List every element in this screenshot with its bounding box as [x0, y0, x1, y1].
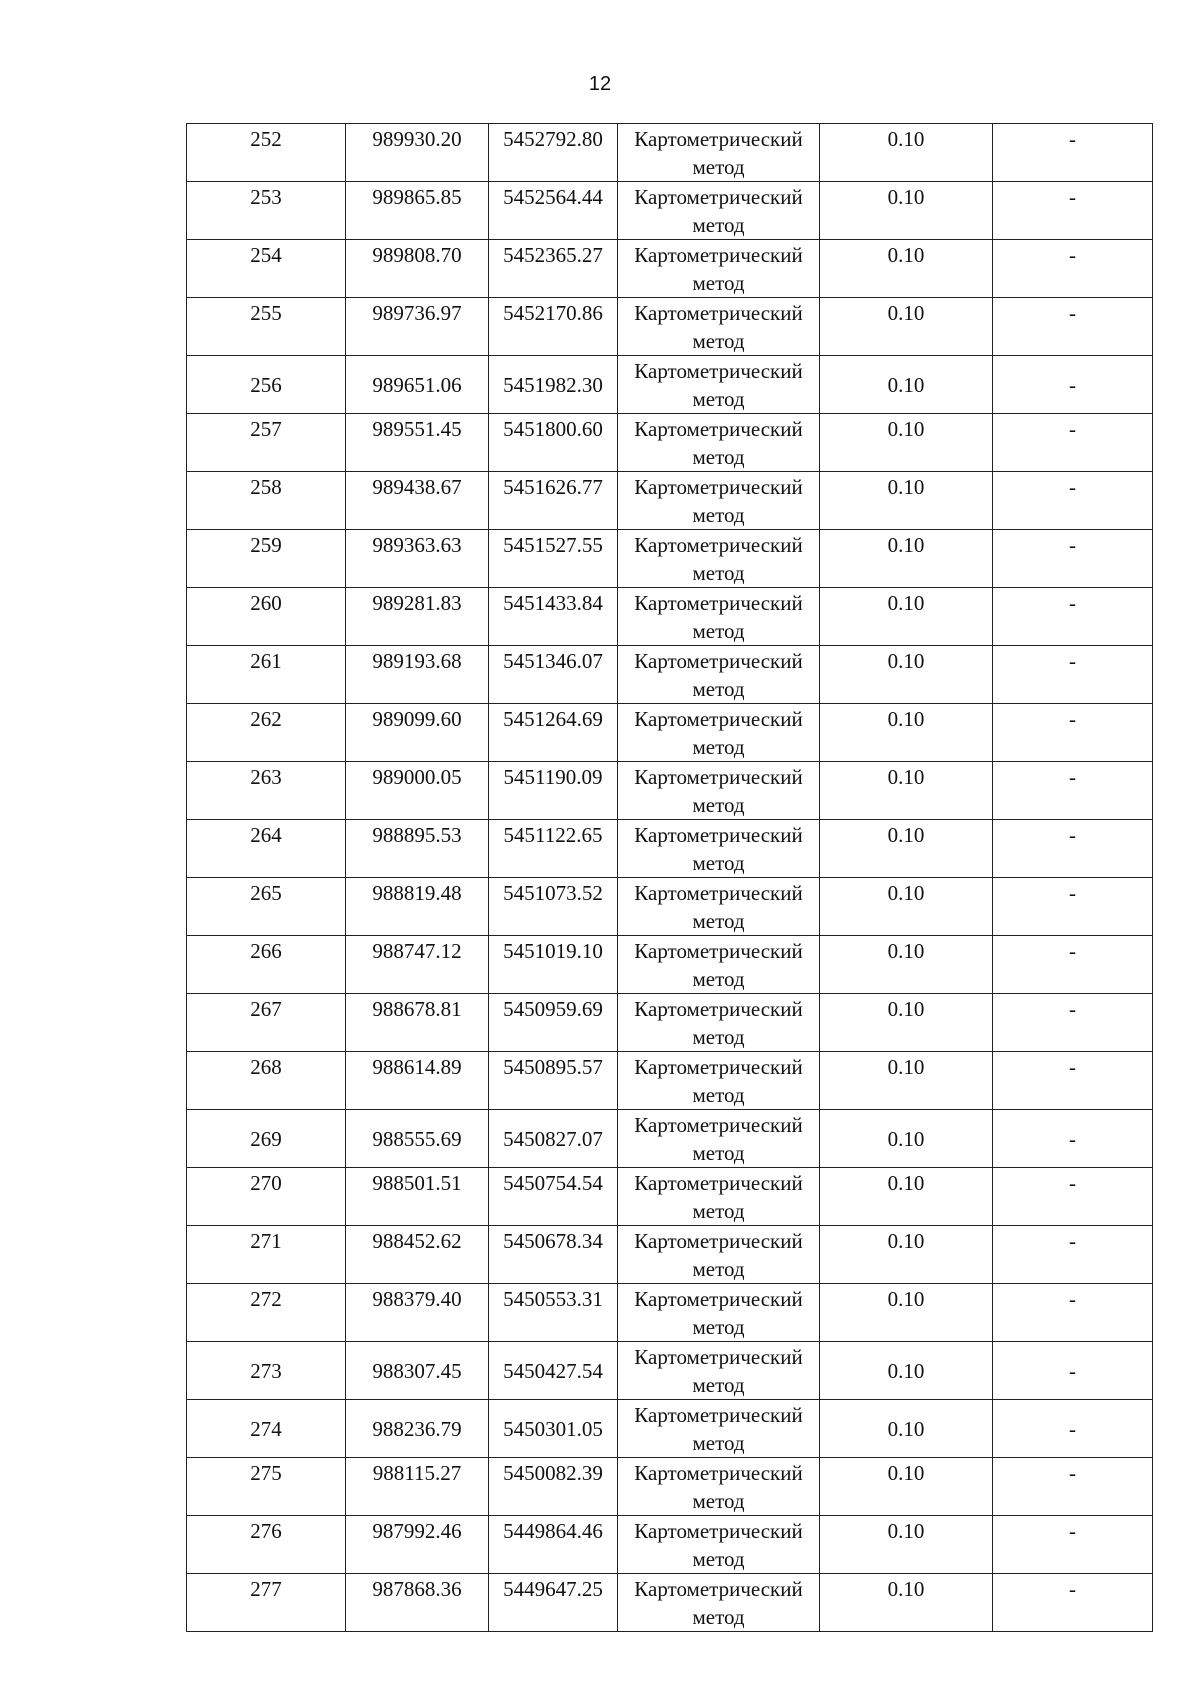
table-row	[187, 124, 1153, 182]
note-cell: -	[993, 1342, 1153, 1400]
accuracy-cell: 0.10	[820, 1284, 993, 1342]
table-row	[187, 1516, 1153, 1574]
table-row	[187, 762, 1153, 820]
note-cell: -	[993, 356, 1153, 414]
table-row	[187, 994, 1153, 1052]
point-number-cell: 260	[187, 588, 346, 646]
note-cell: -	[993, 820, 1153, 878]
table-row	[187, 1052, 1153, 1110]
coordinates-table-body	[187, 124, 1153, 1632]
table-row	[187, 298, 1153, 356]
note-cell: -	[993, 414, 1153, 472]
accuracy-cell: 0.10	[820, 240, 993, 298]
y-coordinate-cell: 5452365.27	[489, 240, 618, 298]
accuracy-cell: 0.10	[820, 1574, 993, 1632]
accuracy-cell: 0.10	[820, 762, 993, 820]
point-number-cell: 258	[187, 472, 346, 530]
point-number-cell: 268	[187, 1052, 346, 1110]
x-coordinate-cell: 987992.46	[346, 1516, 489, 1574]
y-coordinate-cell: 5452792.80	[489, 124, 618, 182]
x-coordinate-cell: 989438.67	[346, 472, 489, 530]
table-row	[187, 240, 1153, 298]
accuracy-cell: 0.10	[820, 1052, 993, 1110]
x-coordinate-cell: 989865.85	[346, 182, 489, 240]
table-row	[187, 588, 1153, 646]
method-cell: Картометрический метод	[618, 1110, 820, 1168]
accuracy-cell: 0.10	[820, 530, 993, 588]
note-cell: -	[993, 704, 1153, 762]
point-number-cell: 265	[187, 878, 346, 936]
x-coordinate-cell: 988236.79	[346, 1400, 489, 1458]
x-coordinate-cell: 988819.48	[346, 878, 489, 936]
x-coordinate-cell: 988555.69	[346, 1110, 489, 1168]
y-coordinate-cell: 5450553.31	[489, 1284, 618, 1342]
x-coordinate-cell: 988115.27	[346, 1458, 489, 1516]
method-cell: Картометрический метод	[618, 1052, 820, 1110]
table-row	[187, 356, 1153, 414]
method-cell: Картометрический метод	[618, 994, 820, 1052]
point-number-cell: 262	[187, 704, 346, 762]
y-coordinate-cell: 5450427.54	[489, 1342, 618, 1400]
note-cell: -	[993, 182, 1153, 240]
table-row	[187, 1284, 1153, 1342]
accuracy-cell: 0.10	[820, 1342, 993, 1400]
x-coordinate-cell: 989363.63	[346, 530, 489, 588]
accuracy-cell: 0.10	[820, 1226, 993, 1284]
note-cell: -	[993, 1110, 1153, 1168]
accuracy-cell: 0.10	[820, 994, 993, 1052]
point-number-cell: 272	[187, 1284, 346, 1342]
method-cell: Картометрический метод	[618, 1400, 820, 1458]
note-cell: -	[993, 124, 1153, 182]
y-coordinate-cell: 5452170.86	[489, 298, 618, 356]
y-coordinate-cell: 5450827.07	[489, 1110, 618, 1168]
y-coordinate-cell: 5451190.09	[489, 762, 618, 820]
x-coordinate-cell: 989736.97	[346, 298, 489, 356]
note-cell: -	[993, 1458, 1153, 1516]
x-coordinate-cell: 988895.53	[346, 820, 489, 878]
method-cell: Картометрический метод	[618, 1458, 820, 1516]
x-coordinate-cell: 988678.81	[346, 994, 489, 1052]
x-coordinate-cell: 988501.51	[346, 1168, 489, 1226]
x-coordinate-cell: 987868.36	[346, 1574, 489, 1632]
accuracy-cell: 0.10	[820, 414, 993, 472]
y-coordinate-cell: 5451019.10	[489, 936, 618, 994]
y-coordinate-cell: 5451800.60	[489, 414, 618, 472]
x-coordinate-cell: 988452.62	[346, 1226, 489, 1284]
note-cell: -	[993, 762, 1153, 820]
note-cell: -	[993, 588, 1153, 646]
point-number-cell: 270	[187, 1168, 346, 1226]
table-row	[187, 936, 1153, 994]
accuracy-cell: 0.10	[820, 182, 993, 240]
point-number-cell: 274	[187, 1400, 346, 1458]
accuracy-cell: 0.10	[820, 1400, 993, 1458]
method-cell: Картометрический метод	[618, 1226, 820, 1284]
y-coordinate-cell: 5451527.55	[489, 530, 618, 588]
table-row	[187, 1458, 1153, 1516]
method-cell: Картометрический метод	[618, 762, 820, 820]
point-number-cell: 271	[187, 1226, 346, 1284]
table-row	[187, 530, 1153, 588]
accuracy-cell: 0.10	[820, 820, 993, 878]
point-number-cell: 267	[187, 994, 346, 1052]
point-number-cell: 264	[187, 820, 346, 878]
method-cell: Картометрический метод	[618, 820, 820, 878]
note-cell: -	[993, 994, 1153, 1052]
table-row	[187, 1226, 1153, 1284]
method-cell: Картометрический метод	[618, 182, 820, 240]
y-coordinate-cell: 5449864.46	[489, 1516, 618, 1574]
note-cell: -	[993, 1226, 1153, 1284]
table-row	[187, 1110, 1153, 1168]
point-number-cell: 256	[187, 356, 346, 414]
method-cell: Картометрический метод	[618, 1516, 820, 1574]
method-cell: Картометрический метод	[618, 1574, 820, 1632]
note-cell: -	[993, 1168, 1153, 1226]
y-coordinate-cell: 5450754.54	[489, 1168, 618, 1226]
y-coordinate-cell: 5451626.77	[489, 472, 618, 530]
table-row	[187, 820, 1153, 878]
y-coordinate-cell: 5451264.69	[489, 704, 618, 762]
table-row	[187, 704, 1153, 762]
x-coordinate-cell: 989808.70	[346, 240, 489, 298]
point-number-cell: 259	[187, 530, 346, 588]
table-row	[187, 182, 1153, 240]
accuracy-cell: 0.10	[820, 588, 993, 646]
point-number-cell: 255	[187, 298, 346, 356]
point-number-cell: 275	[187, 1458, 346, 1516]
method-cell: Картометрический метод	[618, 1342, 820, 1400]
note-cell: -	[993, 472, 1153, 530]
method-cell: Картометрический метод	[618, 1284, 820, 1342]
method-cell: Картометрический метод	[618, 240, 820, 298]
point-number-cell: 277	[187, 1574, 346, 1632]
table-row	[187, 1400, 1153, 1458]
note-cell: -	[993, 1284, 1153, 1342]
point-number-cell: 276	[187, 1516, 346, 1574]
point-number-cell: 253	[187, 182, 346, 240]
accuracy-cell: 0.10	[820, 1168, 993, 1226]
table-row	[187, 1342, 1153, 1400]
note-cell: -	[993, 298, 1153, 356]
y-coordinate-cell: 5450678.34	[489, 1226, 618, 1284]
coordinates-table	[186, 123, 1153, 1632]
x-coordinate-cell: 989281.83	[346, 588, 489, 646]
y-coordinate-cell: 5450895.57	[489, 1052, 618, 1110]
y-coordinate-cell: 5450082.39	[489, 1458, 618, 1516]
accuracy-cell: 0.10	[820, 472, 993, 530]
point-number-cell: 261	[187, 646, 346, 704]
note-cell: -	[993, 240, 1153, 298]
table-row	[187, 646, 1153, 704]
accuracy-cell: 0.10	[820, 1516, 993, 1574]
point-number-cell: 254	[187, 240, 346, 298]
accuracy-cell: 0.10	[820, 936, 993, 994]
table-row	[187, 1168, 1153, 1226]
x-coordinate-cell: 988379.40	[346, 1284, 489, 1342]
x-coordinate-cell: 988747.12	[346, 936, 489, 994]
table-row	[187, 878, 1153, 936]
method-cell: Картометрический метод	[618, 1168, 820, 1226]
method-cell: Картометрический метод	[618, 298, 820, 356]
x-coordinate-cell: 989651.06	[346, 356, 489, 414]
x-coordinate-cell: 989099.60	[346, 704, 489, 762]
note-cell: -	[993, 1574, 1153, 1632]
method-cell: Картометрический метод	[618, 356, 820, 414]
table-row	[187, 414, 1153, 472]
page-number: 12	[588, 73, 612, 95]
note-cell: -	[993, 1516, 1153, 1574]
method-cell: Картометрический метод	[618, 414, 820, 472]
y-coordinate-cell: 5449647.25	[489, 1574, 618, 1632]
y-coordinate-cell: 5451122.65	[489, 820, 618, 878]
x-coordinate-cell: 988614.89	[346, 1052, 489, 1110]
y-coordinate-cell: 5451982.30	[489, 356, 618, 414]
accuracy-cell: 0.10	[820, 646, 993, 704]
y-coordinate-cell: 5451073.52	[489, 878, 618, 936]
accuracy-cell: 0.10	[820, 1110, 993, 1168]
x-coordinate-cell: 989930.20	[346, 124, 489, 182]
accuracy-cell: 0.10	[820, 878, 993, 936]
method-cell: Картометрический метод	[618, 124, 820, 182]
note-cell: -	[993, 1052, 1153, 1110]
method-cell: Картометрический метод	[618, 646, 820, 704]
y-coordinate-cell: 5451433.84	[489, 588, 618, 646]
y-coordinate-cell: 5450959.69	[489, 994, 618, 1052]
note-cell: -	[993, 530, 1153, 588]
method-cell: Картометрический метод	[618, 878, 820, 936]
point-number-cell: 257	[187, 414, 346, 472]
accuracy-cell: 0.10	[820, 124, 993, 182]
note-cell: -	[993, 646, 1153, 704]
accuracy-cell: 0.10	[820, 1458, 993, 1516]
accuracy-cell: 0.10	[820, 704, 993, 762]
point-number-cell: 273	[187, 1342, 346, 1400]
method-cell: Картометрический метод	[618, 530, 820, 588]
point-number-cell: 269	[187, 1110, 346, 1168]
x-coordinate-cell: 989193.68	[346, 646, 489, 704]
accuracy-cell: 0.10	[820, 298, 993, 356]
note-cell: -	[993, 878, 1153, 936]
point-number-cell: 266	[187, 936, 346, 994]
accuracy-cell: 0.10	[820, 356, 993, 414]
table-row	[187, 472, 1153, 530]
method-cell: Картометрический метод	[618, 588, 820, 646]
x-coordinate-cell: 989551.45	[346, 414, 489, 472]
method-cell: Картометрический метод	[618, 704, 820, 762]
y-coordinate-cell: 5452564.44	[489, 182, 618, 240]
table-row	[187, 1574, 1153, 1632]
method-cell: Картометрический метод	[618, 472, 820, 530]
y-coordinate-cell: 5450301.05	[489, 1400, 618, 1458]
x-coordinate-cell: 989000.05	[346, 762, 489, 820]
x-coordinate-cell: 988307.45	[346, 1342, 489, 1400]
note-cell: -	[993, 936, 1153, 994]
point-number-cell: 263	[187, 762, 346, 820]
method-cell: Картометрический метод	[618, 936, 820, 994]
note-cell: -	[993, 1400, 1153, 1458]
point-number-cell: 252	[187, 124, 346, 182]
y-coordinate-cell: 5451346.07	[489, 646, 618, 704]
